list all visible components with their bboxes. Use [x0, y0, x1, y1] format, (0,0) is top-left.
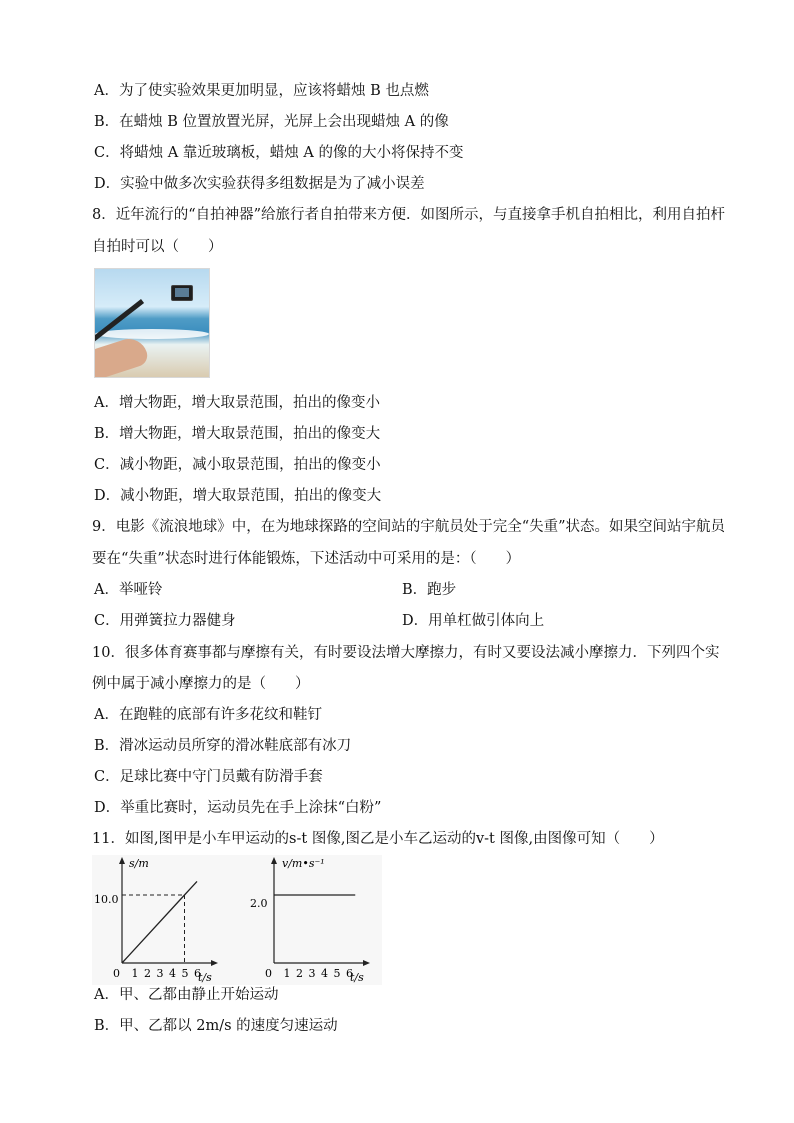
x-tick-label: 5	[333, 967, 341, 980]
q10-stem-line1: 10．很多体育赛事都与摩擦有关，有时要设法增大摩擦力，有时又要设法减小摩擦力．下列四个实	[92, 645, 720, 661]
x-tick-label: 1	[283, 967, 291, 980]
x-tick-label: 5	[181, 967, 189, 980]
q9-option-a: A．举哑铃	[94, 582, 163, 598]
q7-option-a: A．为了使实验效果更加明显，应该将蜡烛 B 也点燃	[94, 83, 429, 99]
x-tick-label: 4	[321, 967, 328, 980]
q9-stem-line2: 要在“失重”状态时进行体能锻炼，下述活动中可采用的是：（ ）	[92, 551, 521, 567]
q8-option-d: D．减小物距，增大取景范围，拍出的像变大	[94, 488, 382, 504]
phone-icon	[171, 285, 193, 301]
q9-option-c: C．用弹簧拉力器健身	[94, 613, 236, 629]
wave-shape	[95, 329, 209, 339]
hand-shape	[94, 334, 150, 378]
q9-option-b: B．跑步	[402, 582, 457, 598]
selfie-stick-photo	[94, 268, 210, 378]
x-tick-label: 4	[169, 967, 176, 980]
q10-stem-line2: 例中属于减小摩擦力的是（ ）	[92, 676, 310, 692]
x-tick-label: 6	[194, 967, 201, 980]
q7-option-b: B．在蜡烛 B 位置放置光屏，光屏上会出现蜡烛 A 的像	[94, 114, 449, 130]
x-tick-label: 0	[113, 967, 120, 980]
x-axis-label: t/s	[350, 971, 364, 984]
q11-option-a: A．甲、乙都由静止开始运动	[94, 987, 279, 1003]
q10-option-c: C．足球比赛中守门员戴有防滑手套	[94, 769, 323, 785]
x-axis-label: t/s	[198, 971, 212, 984]
q9-option-d: D．用单杠做引体向上	[402, 613, 545, 629]
y-axis-label: s/m	[129, 857, 149, 870]
q8-stem-line2: 自拍时可以（ ）	[92, 239, 223, 255]
x-tick-label: 6	[346, 967, 353, 980]
q10-option-d: D．举重比赛时，运动员先在手上涂抹“白粉”	[94, 800, 382, 816]
q11-option-b: B．甲、乙都以 2m/s 的速度匀速运动	[94, 1018, 338, 1034]
q7-option-d: D．实验中做多次实验获得多组数据是为了减小误差	[94, 176, 425, 192]
y-tick-label: 10.0	[94, 893, 119, 906]
y-tick-label: 2.0	[250, 897, 268, 910]
x-tick-label: 0	[265, 967, 272, 980]
x-tick-label: 3	[308, 967, 316, 980]
q7-option-c: C．将蜡烛 A 靠近玻璃板，蜡烛 A 的像的大小将保持不变	[94, 145, 464, 161]
q11-stem: 11．如图,图甲是小车甲运动的s-t 图像,图乙是小车乙运动的v-t 图像,由图像可知（ ）	[92, 831, 664, 847]
x-tick-label: 2	[296, 967, 303, 980]
x-tick-label: 1	[131, 967, 139, 980]
q11-figures	[92, 855, 382, 985]
q10-option-a: A．在跑鞋的底部有许多花纹和鞋钉	[94, 707, 322, 723]
q8-stem-line1: 8．近年流行的“自拍神器”给旅行者自拍带来方便．如图所示，与直接拿手机自拍相比，利用自拍杆	[92, 207, 726, 223]
q9-stem-line1: 9．电影《流浪地球》中，在为地球探路的空间站的宇航员处于完全“失重”状态。如果空间站宇航员	[92, 519, 726, 535]
x-tick-label: 2	[144, 967, 151, 980]
x-tick-label: 3	[156, 967, 164, 980]
q8-option-c: C．减小物距，减小取景范围，拍出的像变小	[94, 457, 381, 473]
q11-graphs	[92, 855, 382, 985]
q8-option-a: A．增大物距，增大取景范围，拍出的像变小	[94, 395, 380, 411]
q10-option-b: B．滑冰运动员所穿的滑冰鞋底部有冰刀	[94, 738, 352, 754]
y-axis-label: v/m•s⁻¹	[282, 857, 325, 870]
q8-option-b: B．增大物距，增大取景范围，拍出的像变大	[94, 426, 381, 442]
